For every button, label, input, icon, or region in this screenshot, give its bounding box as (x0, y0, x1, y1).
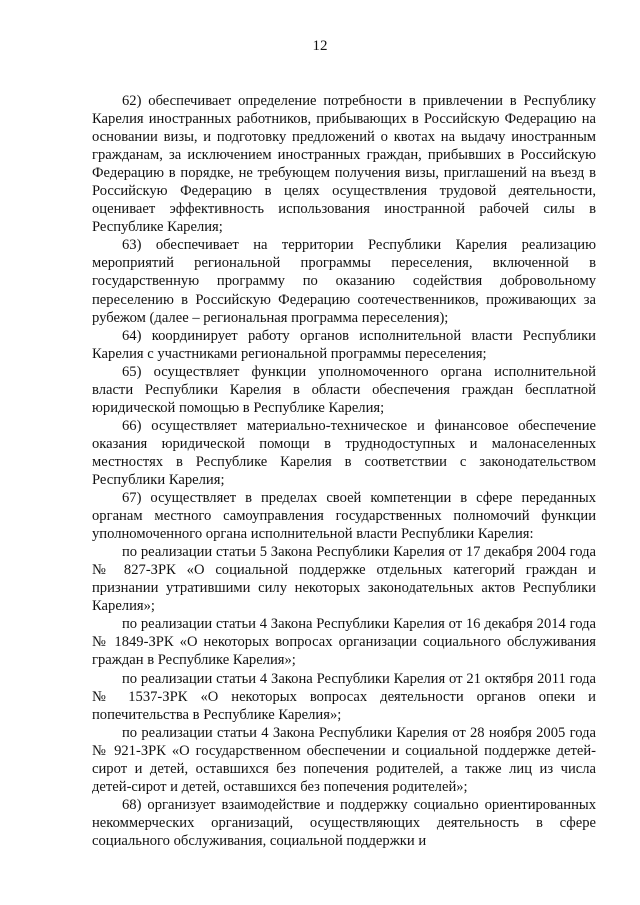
paragraph-item-65: 65) осуществляет функции уполномоченного органа исполнительной власти Республики Карелия в области обеспечения граждан бесплатной юридической помощью в Республике Карелия; (92, 363, 596, 416)
paragraph-law-921: по реализации статьи 4 Закона Республики Карелия от 28 ноября 2005 года № 921-ЗРК «О государственном обеспечении и социальной поддержке детей-сирот и детей, оставшихся без попечения родителей, а также лиц из числа детей-сирот и детей, оставшихся без попечения родителей»; (92, 724, 596, 795)
document-body (92, 92, 596, 850)
paragraph-item-68: 68) организует взаимодействие и поддержку социально ориентированных некоммерческих организаций, осуществляющих деятельность в сфере социального обслуживания, социальной поддержки и (92, 796, 596, 849)
paragraph-law-1849: по реализации статьи 4 Закона Республики Карелия от 16 декабря 2014 года № 1849-ЗРК «О некоторых вопросах организации социального обслуживания граждан в Республике Карелия»; (92, 616, 596, 669)
paragraph-law-827: по реализации статьи 5 Закона Республики Карелия от 17 декабря 2004 года № 827-ЗРК «О социальной поддержке отдельных категорий граждан и признании утратившими силу некоторых законодательных актов Республики Карелия»; (92, 544, 596, 615)
paragraph-item-66: 66) осуществляет материально-техническое и финансовое обеспечение оказания юридической помощи в труднодоступных и малонаселенных местностях в Республике Карелия в соответствии с законодательством Республики Карелия; (92, 417, 596, 488)
paragraph-item-63: 63) обеспечивает на территории Республики Карелия реализацию мероприятий региональной программы переселения, включенной в государственную программу по оказанию содействия добровольному переселению в Российскую Федерацию соотечественников, проживающих за рубежом (далее – региональная программа переселения); (92, 237, 596, 326)
paragraph-item-67: 67) осуществляет в пределах своей компетенции в сфере переданных органам местного самоуправления государственных полномочий функции уполномоченного органа исполнительной власти Республики Карелия: (92, 490, 596, 543)
page-number: 12 (312, 38, 328, 54)
paragraph-item-64: 64) координирует работу органов исполнительной власти Республики Карелия с участниками региональной программы переселения; (92, 327, 596, 362)
paragraph-item-62: 62) обеспечивает определение потребности в привлечении в Республику Карелия иностранных работников, прибывающих в Российскую Федерацию на основании визы, и подготовку предложений о квотах на выдачу иностранным гражданам, за исключением иностранных граждан, прибывших в Российскую Федерацию в порядке, не требующем получения визы, приглашений на въезд в Российскую Федерацию в целях осуществления трудовой деятельности, оценивает эффективность использования иностранной рабочей силы в Республике Карелия; (92, 93, 596, 236)
paragraph-law-1537: по реализации статьи 4 Закона Республики Карелия от 21 октября 2011 года № 1537-ЗРК «О некоторых вопросах деятельности органов опеки и попечительства в Республике Карелия»; (92, 670, 596, 723)
